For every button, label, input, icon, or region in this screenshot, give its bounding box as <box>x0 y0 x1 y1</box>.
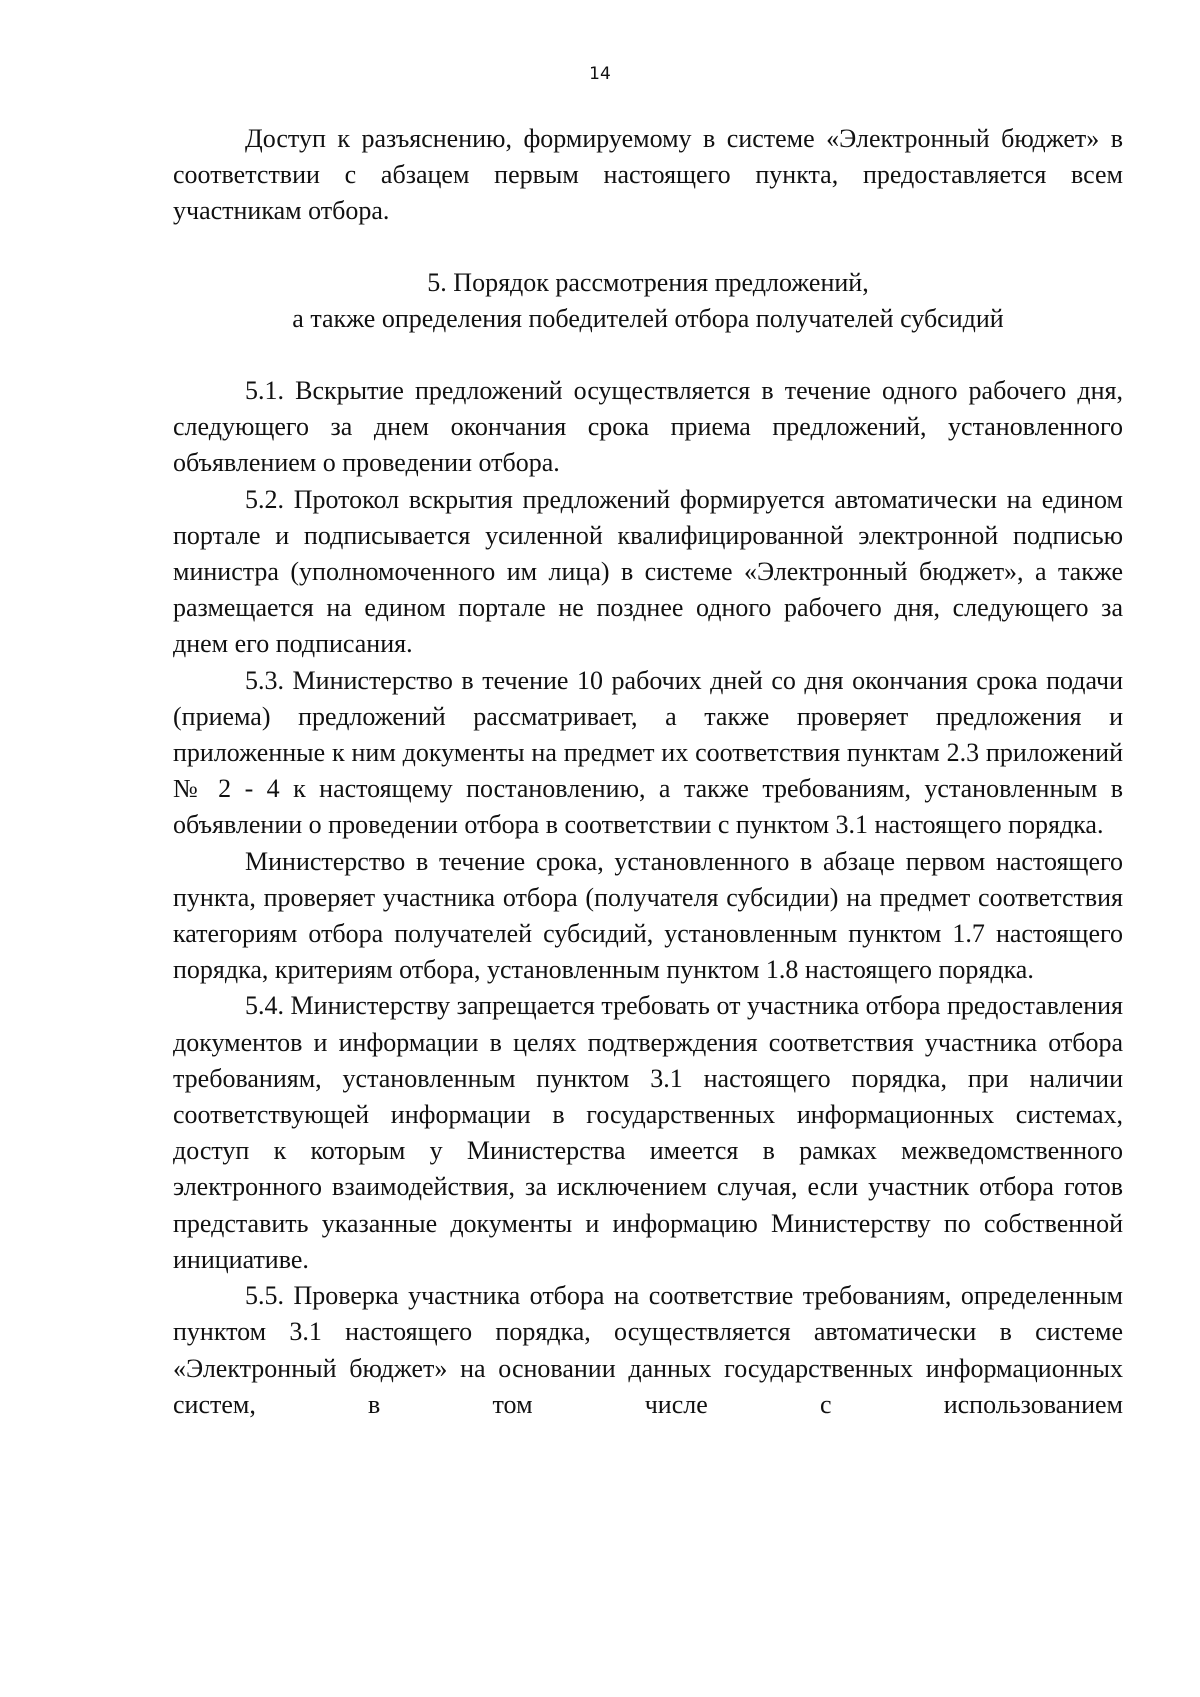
section-heading <box>173 265 1123 337</box>
paragraph-5-4: 5.4. Министерству запрещается требовать от участника отбора предоставления документов и информации в целях подтверждения соответствия участника отбора требованиям, установленным пунктом 3.1 настоящего порядка, при наличии соответствующей информации в государственных информационных системах, доступ к которым у Министерства имеется в рамках межведомственного электронного взаимодействия, за исключением случая, если участник отбора готов представить указанные документы и информацию Министерству по собственной инициативе. <box>173 991 1123 1274</box>
paragraph-5-1: 5.1. Вскрытие предложений осуществляется в течение одного рабочего дня, следующего за днем окончания срока приема предложений, установленного объявлением о проведении отбора. <box>173 376 1123 478</box>
paragraph-5-3-second: Министерство в течение срока, установленного в абзаце первом настоящего пункта, проверяет участника отбора (получателя субсидии) на предмет соответствия категориям отбора получателей субсидий, установленным пунктом 1.7 настоящего порядка, критериям отбора, установленным пунктом 1.8 настоящего порядка. <box>173 846 1123 985</box>
section-heading-line-2: а также определения победителей отбора получателей субсидий <box>292 303 1004 333</box>
paragraph-5-2: 5.2. Протокол вскрытия предложений формируется автоматически на едином портале и подписывается усиленной квалифицированной электронной подписью министра (уполномоченного им лица) в системе «Электронный бюджет», а также размещается на едином портале не позднее одного рабочего дня, следующего за днем его подписания. <box>173 484 1123 659</box>
section-heading-line-1: 5. Порядок рассмотрения предложений, <box>427 267 869 297</box>
paragraph-5-3: 5.3. Министерство в течение 10 рабочих дней со дня окончания срока подачи (приема) предложений рассматривает, а также проверяет предложения и приложенные к ним документы на предмет их соответствия пунктам 2.3 приложений № 2 - 4 к настоящему постановлению, а также требованиям, установленным в объявлении о проведении отбора в соответствии с пунктом 3.1 настоящего порядка. <box>173 665 1123 840</box>
paragraph-5-5: 5.5. Проверка участника отбора на соответствие требованиям, определенным пунктом 3.1 настоящего порядка, осуществляется автоматически в системе «Электронный бюджет» на основании данных государственных информационных систем, в том числе с использованием <box>173 1281 1123 1419</box>
document-body <box>173 121 1123 1423</box>
page-number: 14 <box>589 64 611 84</box>
intro-paragraph: Доступ к разъяснению, формируемому в системе «Электронный бюджет» в соответствии с абзацем первым настоящего пункта, предоставляется всем участникам отбора. <box>173 124 1123 226</box>
